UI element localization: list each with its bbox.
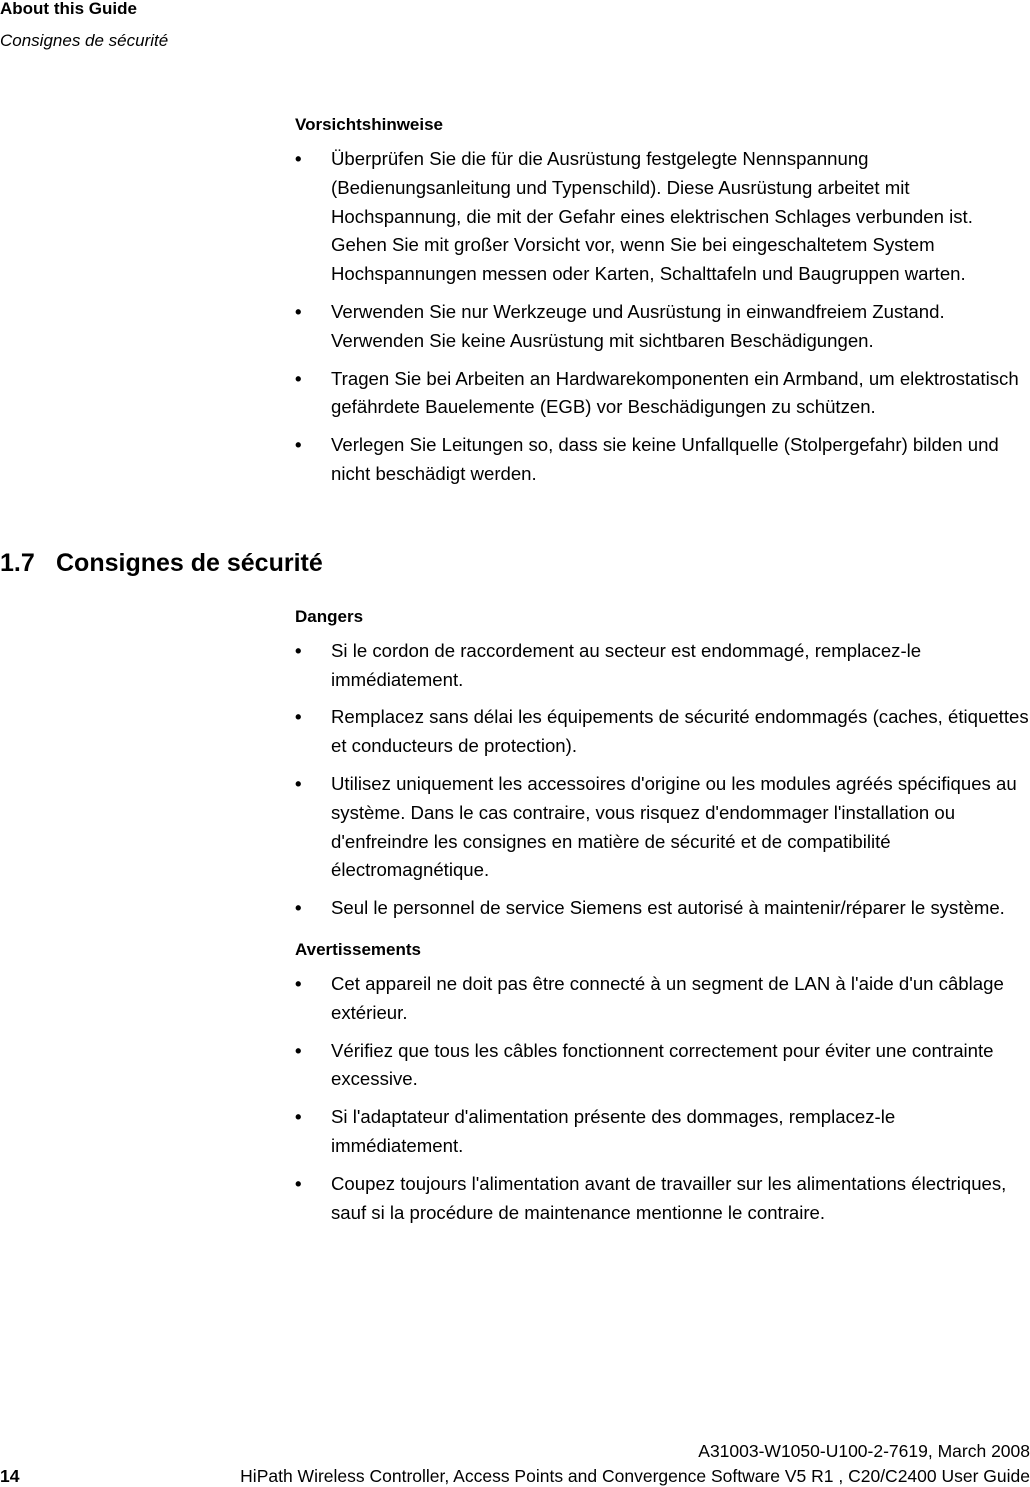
list-item — [295, 894, 1030, 923]
list-item — [295, 770, 1030, 885]
bullet-icon: • — [295, 1039, 302, 1061]
list-item-text: Seul le personnel de service Siemens est autorisé à maintenir/réparer le système. — [331, 897, 1005, 919]
footer-guide-title: HiPath Wireless Controller, Access Points and Convergence Software V5 R1 , C20/C2400 User Guide — [240, 1466, 1030, 1486]
list-item — [295, 703, 1030, 761]
section-title: Consignes de sécurité — [56, 548, 323, 577]
list-item-text: Remplacez sans délai les équipements de sécurité endommagés (caches, étiquettes et conducteurs de protection). — [331, 706, 1029, 757]
list-item — [295, 637, 1030, 695]
dangers-heading: Dangers — [295, 606, 364, 626]
page-number: 14 — [0, 1466, 20, 1486]
avertissements-list — [295, 970, 1030, 1227]
bullet-icon: • — [295, 772, 302, 794]
list-item-text: Cet appareil ne doit pas être connecté à un segment de LAN à l'aide d'un câblage extérieur. — [331, 972, 1004, 1023]
bullet-icon: • — [295, 897, 302, 919]
list-item — [295, 1170, 1030, 1228]
list-item — [295, 365, 1030, 423]
header-subtitle: Consignes de sécurité — [0, 31, 169, 50]
section-number: 1.7 — [0, 548, 35, 577]
list-item — [295, 970, 1030, 1028]
list-item-text: Coupez toujours l'alimentation avant de travailler sur les alimentations électriques, sauf si la procédure de maintenance mentionne le contraire. — [331, 1172, 1007, 1223]
list-item-text: Verwenden Sie nur Werkzeuge und Ausrüstung in einwandfreiem Zustand. Verwenden Sie keine Ausrüstung mit sichtbaren Beschädigungen. — [331, 300, 945, 351]
running-header — [0, 0, 168, 49]
list-item — [295, 431, 1030, 489]
bullet-icon: • — [295, 148, 302, 169]
bullet-icon: • — [295, 1106, 302, 1128]
bullet-icon: • — [295, 367, 302, 389]
list-item-text: Vérifiez que tous les câbles fonctionnent correctement pour éviter une contrainte excessive. — [331, 1039, 994, 1090]
list-item-text: Tragen Sie bei Arbeiten an Hardwarekomponenten ein Armband, um elektrostatisch gefährdete Bauelemente (EGB) vor Beschädigungen zu schützen. — [331, 367, 1019, 418]
avertissements-heading: Avertissements — [295, 939, 421, 959]
list-item — [295, 145, 1030, 289]
running-footer — [0, 1440, 1030, 1487]
list-item-text: Utilisez uniquement les accessoires d'origine ou les modules agréés spécifiques au système. Dans le cas contraire, vous risquez d'endommager l'installation ou d'enfreindre les consignes en matière de sécurité et de compatibilité électromagnétique. — [331, 772, 1017, 881]
footer-line — [0, 1465, 1030, 1487]
page-content — [0, 114, 1030, 1227]
list-item — [295, 1103, 1030, 1161]
list-item-text: Überprüfen Sie die für die Ausrüstung festgelegte Nennspannung (Bedienungsanleitung und Typenschild). Diese Ausrüstung arbeitet mit Hochspannung, die mit der Gefahr eines elektrischen Schlages verbunden ist. Gehen Sie mit großer Vorsicht vor, wenn Sie bei eingeschaltetem System Hochspannungen messen oder Karten, Schalttafeln und Baugruppen warten. — [331, 148, 973, 285]
vorsicht-heading: Vorsichtshinweise — [295, 115, 444, 134]
list-item — [295, 1037, 1030, 1095]
vorsicht-list — [295, 145, 1030, 489]
bullet-icon: • — [295, 434, 302, 456]
list-item-text: Si l'adaptateur d'alimentation présente des dommages, remplacez-le immédiatement. — [331, 1106, 896, 1156]
dangers-list — [295, 637, 1030, 923]
list-item — [295, 298, 1030, 356]
footer-doc-id: A31003-W1050-U100-2-7619, March 2008 — [698, 1441, 1030, 1461]
list-item-text: Verlegen Sie Leitungen so, dass sie keine Unfallquelle (Stolpergefahr) bilden und nicht beschädigt werden. — [331, 434, 999, 484]
header-title: About this Guide — [0, 0, 137, 18]
bullet-icon: • — [295, 300, 302, 322]
bullet-icon: • — [295, 706, 302, 728]
section-heading — [0, 548, 1030, 578]
bullet-icon: • — [295, 972, 302, 994]
bullet-icon: • — [295, 1172, 302, 1194]
list-item-text: Si le cordon de raccordement au secteur est endommagé, remplacez-le immédiatement. — [331, 639, 922, 690]
bullet-icon: • — [295, 639, 302, 661]
